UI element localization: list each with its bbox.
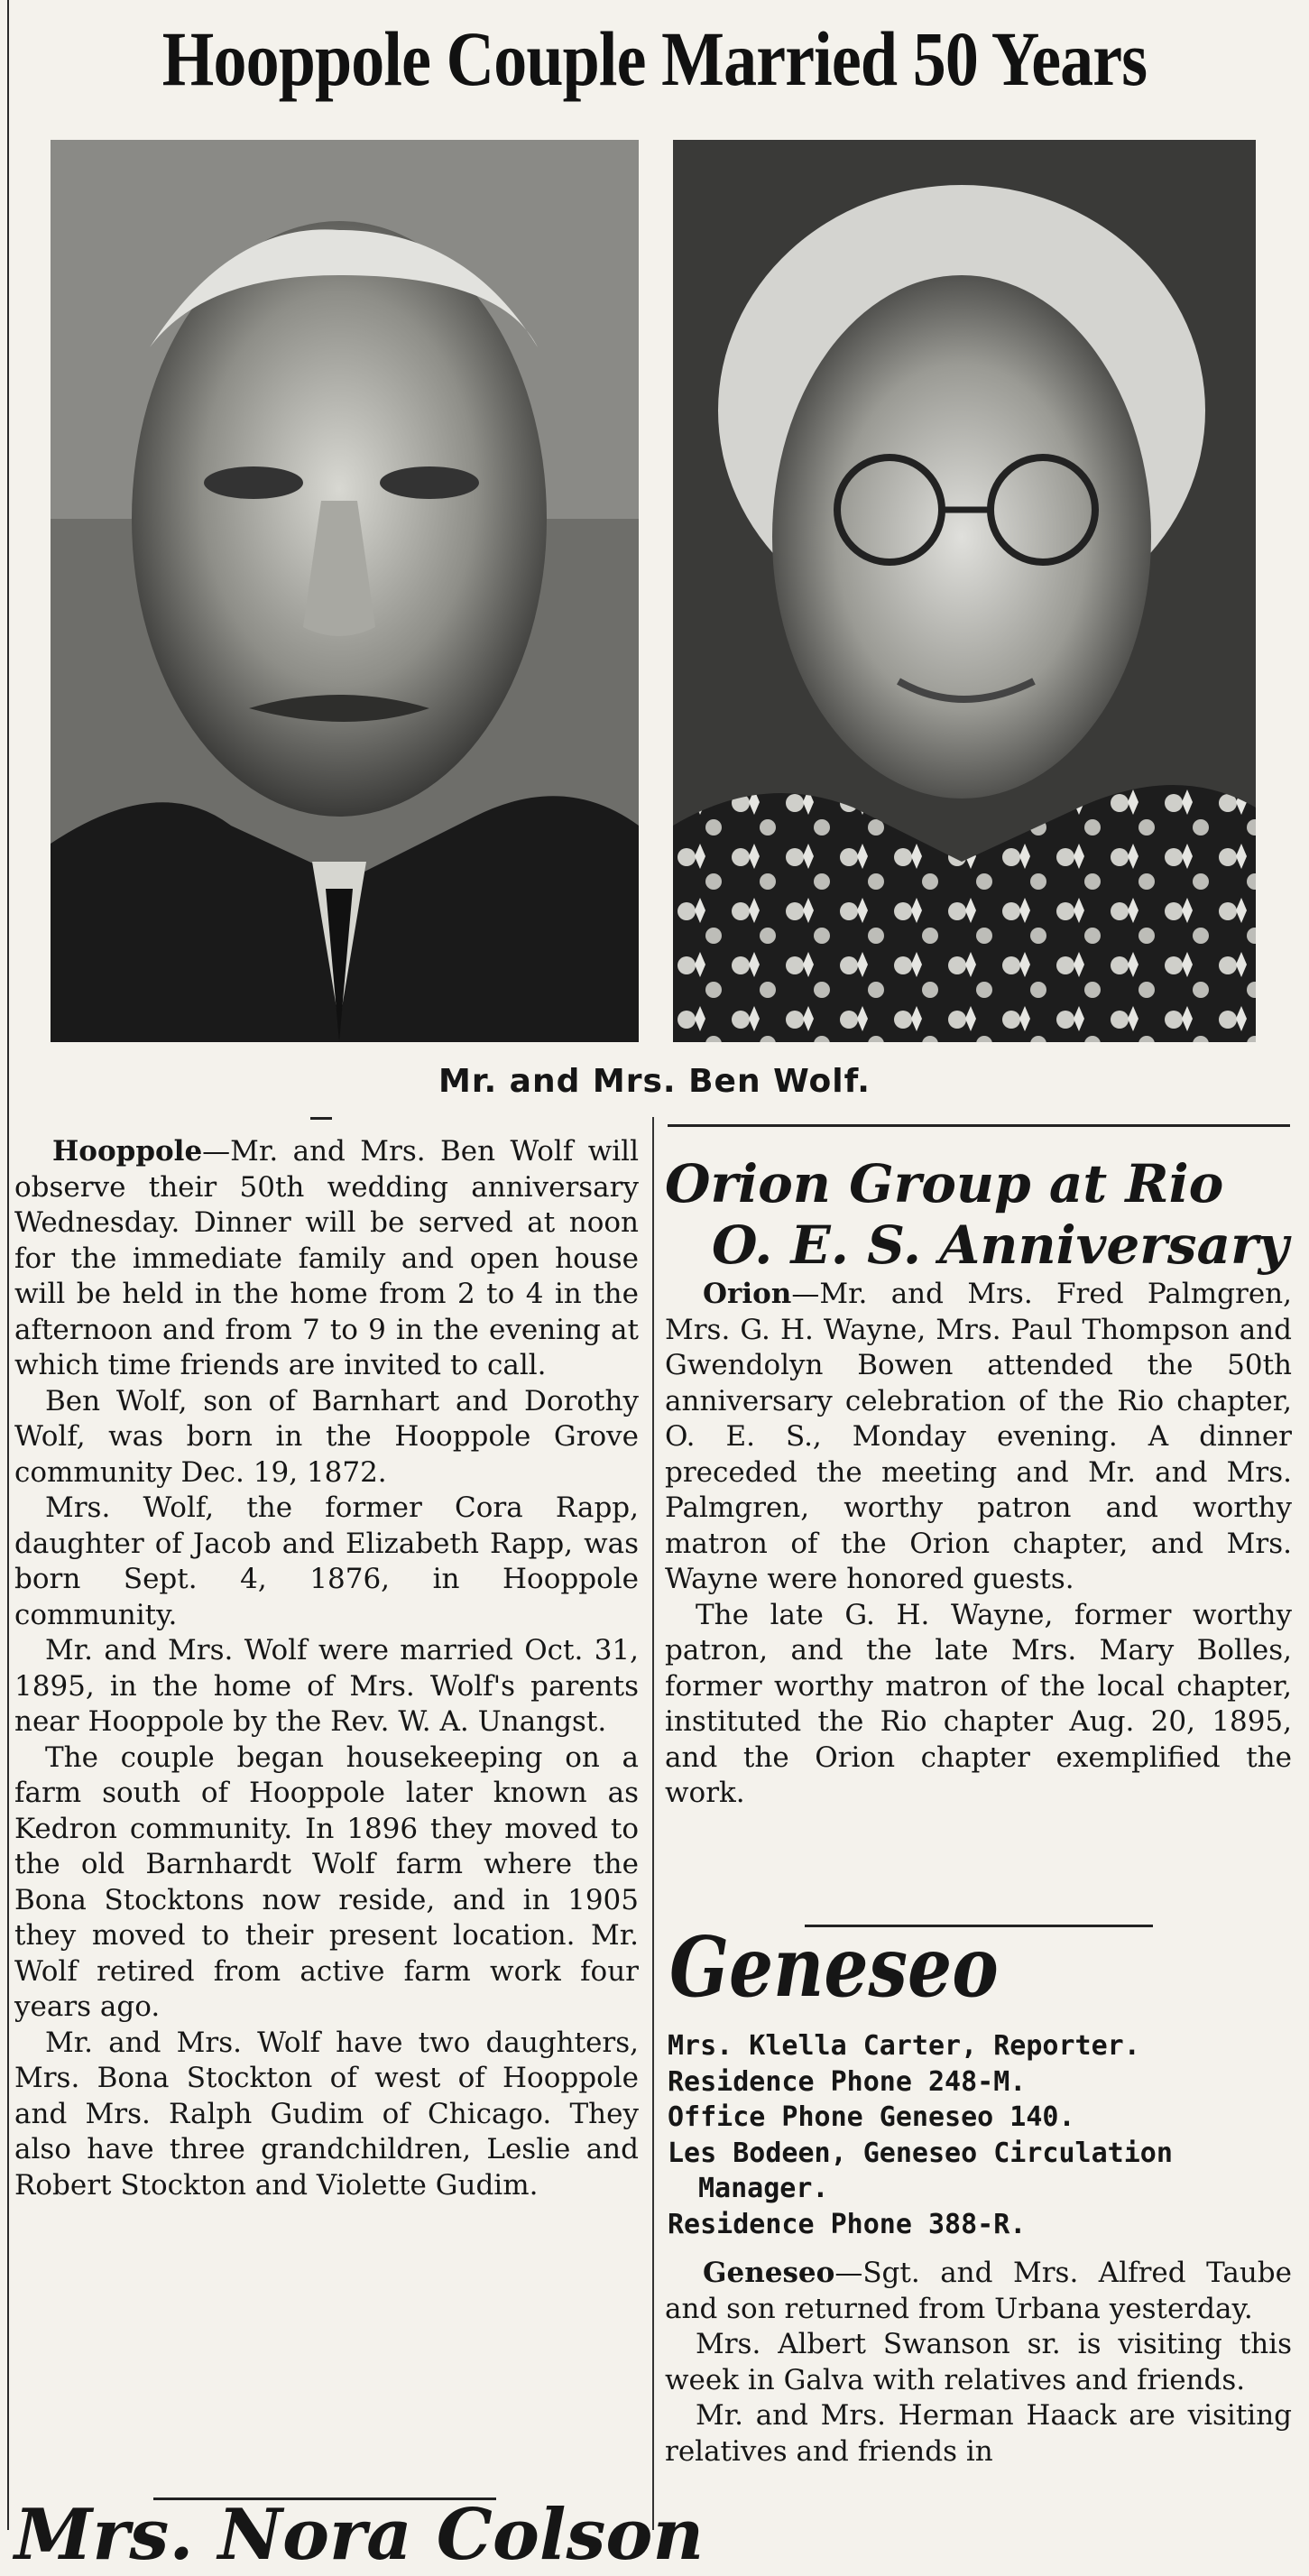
geneseo-article bbox=[665, 2256, 1292, 2470]
column-rule-left bbox=[7, 0, 9, 2530]
portrait-woman-image bbox=[673, 140, 1256, 1042]
article-paragraph: Hooppole—Mr. and Mrs. Ben Wolf will observe their 50th wedding anniversary Wednesday. Dinner will be served at noon for the immediate family and open house will be held in the home from 2 to 4 in the afternoon and from 7 to 9 in the evening at which time friends are invited to call. bbox=[14, 1135, 639, 1381]
orion-headline-line1: Orion Group at Rio bbox=[665, 1153, 1224, 1214]
article-paragraph: Mr. and Mrs. Wolf were married Oct. 31, 1895, in the home of Mrs. Wolf's parents near Hooppole by the Rev. W. A. Unangst. bbox=[14, 1634, 639, 1738]
article-paragraph: The couple began housekeeping on a farm south of Hooppole later known as Kedron community. In 1896 they moved to the old Barnhardt Wolf farm where the Bona Stocktons now reside, and in 1905 they moved to their present location. Mr. Wolf retired from active farm work four years ago. bbox=[14, 1740, 639, 2023]
orion-headline-line2: O. E. S. Anniversary bbox=[712, 1214, 1289, 1276]
staff-line: Mrs. Klella Carter, Reporter. bbox=[668, 2030, 1140, 2062]
staff-line: Les Bodeen, Geneseo Circulation bbox=[668, 2137, 1173, 2169]
photo-ben-wolf bbox=[51, 140, 639, 1042]
orion-article bbox=[665, 1277, 1292, 1812]
geneseo-title: Geneseo bbox=[669, 1918, 999, 2016]
photo-caption: Mr. and Mrs. Ben Wolf. bbox=[438, 1063, 871, 1100]
article-paragraph: Mrs. Albert Swanson sr. is visiting this week in Galva with relatives and friends. bbox=[665, 2328, 1292, 2396]
article-paragraph: Mr. and Mrs. Wolf have two daughters, Mrs. Bona Stockton of west of Hooppole and Mrs. Ralph Gudim of Chicago. They also have three grandchildren, Leslie and Robert Stockton and Violette Gudim. bbox=[14, 2026, 639, 2202]
caption-rule-left bbox=[310, 1117, 332, 1120]
article-paragraph: Mr. and Mrs. Herman Haack are visiting relatives and friends in bbox=[665, 2399, 1292, 2468]
headline: Hooppole Couple Married 50 Years bbox=[161, 15, 1148, 102]
right-column-top-rule bbox=[668, 1124, 1290, 1127]
staff-line: Manager. bbox=[698, 2173, 829, 2204]
article-paragraph: The late G. H. Wayne, former worthy patron, and the late Mrs. Mary Bolles, former worthy matron of the local chapter, instituted the Rio chapter Aug. 20, 1895, and the Orion chapter exemplified the work. bbox=[665, 1598, 1292, 1809]
bottom-headline: Mrs. Nora Colson bbox=[14, 2494, 705, 2576]
dateline: Hooppole bbox=[52, 1135, 203, 1168]
article-paragraph: Mrs. Wolf, the former Cora Rapp, daughter of Jacob and Elizabeth Rapp, was born Sept. 4, 1876, in Hooppole community. bbox=[14, 1491, 639, 1631]
portrait-man-image bbox=[51, 140, 639, 1042]
staff-line: Residence Phone 388-R. bbox=[668, 2208, 1027, 2240]
staff-line: Residence Phone 248-M. bbox=[668, 2065, 1027, 2098]
dateline: Orion bbox=[703, 1278, 792, 1310]
staff-line: Office Phone Geneseo 140. bbox=[668, 2101, 1075, 2133]
main-article bbox=[14, 1134, 639, 2203]
photo-mrs-wolf bbox=[673, 140, 1256, 1042]
orion-headline bbox=[665, 1153, 1296, 1276]
column-divider bbox=[652, 1117, 654, 2530]
geneseo-staff-box bbox=[668, 2028, 1299, 2242]
article-paragraph: Ben Wolf, son of Barnhart and Dorothy Wolf, was born in the Hooppole Grove community Dec. 19, 1872. bbox=[14, 1384, 639, 1489]
article-paragraph: Orion—Mr. and Mrs. Fred Palmgren, Mrs. G. H. Wayne, Mrs. Paul Thompson and Gwendolyn Bowen attended the 50th anniversary celebration of the Rio chapter, O. E. S., Monday evening. A dinner preceded the meeting and Mr. and Mrs. Palmgren, worthy patron and worthy matron of the Orion chapter, and Mrs. Wayne were honored guests. bbox=[665, 1278, 1292, 1595]
dateline: Geneseo bbox=[703, 2257, 835, 2289]
article-paragraph: Geneseo—Sgt. and Mrs. Alfred Taube and son returned from Urbana yesterday. bbox=[665, 2257, 1292, 2325]
